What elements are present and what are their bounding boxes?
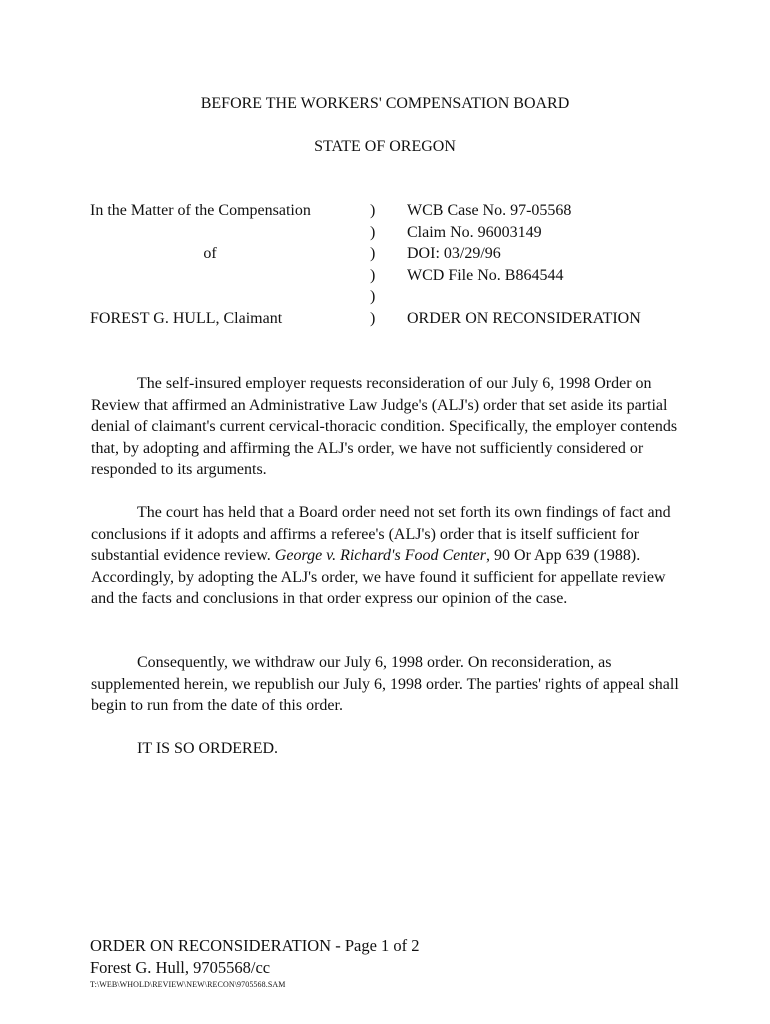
caption-paren: )	[370, 245, 376, 262]
claim-number: Claim No. 96003149	[407, 223, 542, 241]
footer-claimant-line: Forest G. Hull, 9705568/cc	[90, 958, 271, 977]
caption-paren: )	[370, 288, 376, 305]
paragraph-3-text: Consequently, we withdraw our July 6, 1998 order. On reconsideration, as supplemented herein, we republish our July 6, 1998 order. The parties' rights of appeal shall begin to run from the date of this order.	[91, 654, 679, 715]
caption-left-line	[90, 222, 350, 244]
caption-party-column	[90, 200, 350, 329]
state-heading: STATE OF OREGON	[314, 138, 456, 155]
paragraph-3	[91, 652, 681, 717]
caption-paren: )	[370, 266, 376, 284]
paragraph-2	[91, 502, 681, 610]
paragraph-1	[91, 373, 681, 481]
footer-page-label: ORDER ON RECONSIDERATION - Page 1 of 2	[90, 936, 420, 955]
file-path: T:\WEB\WHOLD\REVIEW\NEW\RECON\9705568.SAM	[90, 980, 286, 989]
wcd-file-number: WCD File No. B864544	[407, 266, 564, 284]
caption-paren: )	[370, 223, 376, 241]
case-citation: George v. Richard's Food Center	[274, 547, 487, 565]
caption-paren-column	[370, 200, 390, 329]
caption-paren: )	[370, 202, 376, 219]
paragraph-1-text: The self-insured employer requests reconsideration of our July 6, 1998 Order on Review that affirmed an Administrative Law Judge's (ALJ's) order that set aside its partial denial of claimant's current cervical-thoracic condition. Specifically, the employer contends that, by adopting and affirming the ALJ's order, we have not sufficiently considered or responded to its arguments.	[91, 375, 678, 479]
order-title: ORDER ON RECONSIDERATION	[407, 309, 641, 327]
paragraph-2-rest: , 90 Or App 639 (1988). Accordingly, by adopting the ALJ's order, we have found it sufficient for appellate review and the facts and conclusions in that order express our opinion of the case.	[91, 547, 666, 608]
page-footer	[90, 935, 420, 979]
so-ordered-text: IT IS SO ORDERED.	[137, 740, 279, 757]
caption-paren: )	[370, 309, 376, 327]
paragraph-4	[91, 738, 681, 760]
caption-left-line	[90, 286, 350, 308]
caption-right-line	[407, 286, 697, 308]
caption-left-line: of	[203, 245, 217, 262]
caption-left-line: In the Matter of the Compensation	[90, 202, 311, 219]
wcb-case-number: WCB Case No. 97-05568	[407, 202, 572, 219]
caption-case-column	[407, 200, 697, 329]
board-heading: BEFORE THE WORKERS' COMPENSATION BOARD	[200, 95, 570, 112]
caption-left-line	[90, 265, 350, 287]
date-of-injury: DOI: 03/29/96	[407, 245, 501, 262]
paragraph-2-lead: The court has held that a Board order need not set forth its own findings of fact and conclusions if it adopts and affirms a referee's (ALJ's) order that is itself sufficient for substantial evidence review.	[91, 504, 671, 565]
paragraph-2-text	[91, 502, 681, 610]
caption-left-line: FOREST G. HULL, Claimant	[90, 309, 283, 327]
